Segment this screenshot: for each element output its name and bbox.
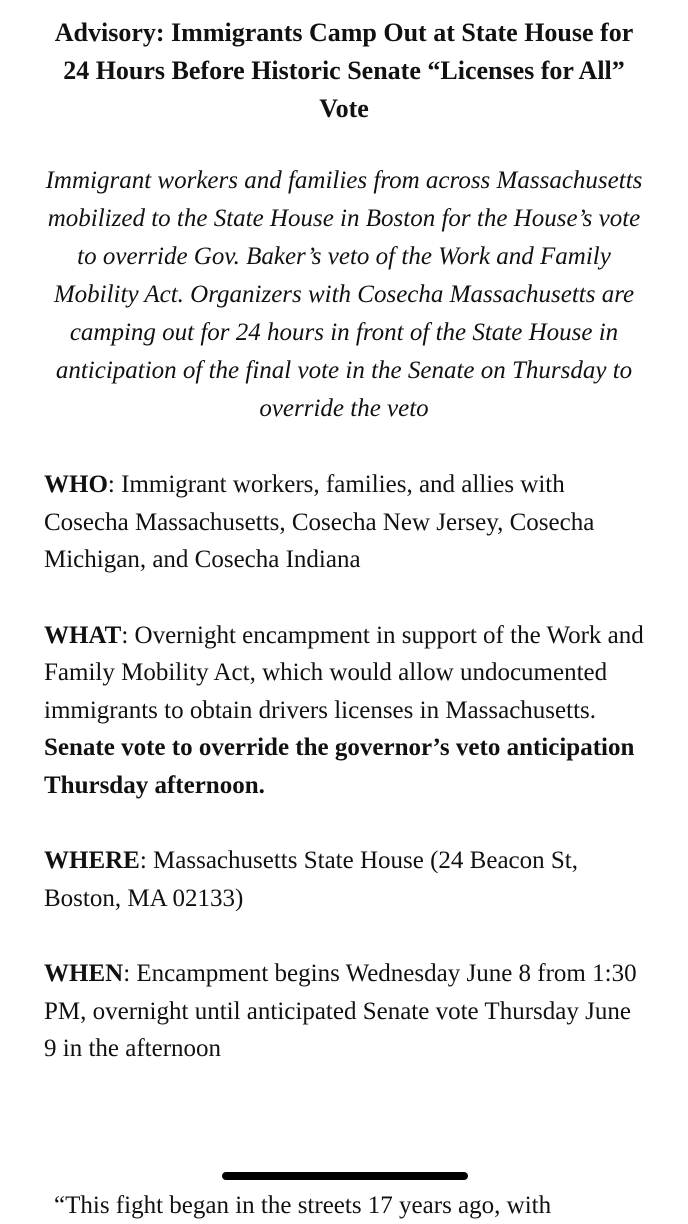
where-label: WHERE bbox=[44, 847, 140, 874]
advisory-title: Advisory: Immigrants Camp Out at State House for 24 Hours Before Historic Senate “Licenses for All” Vote bbox=[54, 18, 634, 123]
when-section bbox=[44, 955, 644, 1068]
where-section bbox=[44, 842, 644, 917]
who-label: WHO bbox=[44, 471, 108, 498]
what-text: : Overnight encampment in support of the Work and Family Mobility Act, which would allow undocumented immigrants to obtain drivers licenses in Massachusetts. bbox=[44, 621, 644, 724]
what-section bbox=[44, 617, 644, 805]
advisory-subtitle: Immigrant workers and families from across Massachusetts mobilized to the State House in Boston for the House’s vote to override Gov. Baker’s veto of the Work and Family Mobility Act. Organizers with Cosecha Massachusetts are camping out for 24 hours in front of the State House in anticipation of the final vote in the Senate on Thursday to override the veto bbox=[45, 167, 643, 422]
who-section bbox=[44, 466, 644, 579]
when-label: WHEN bbox=[44, 960, 124, 987]
where-text: : Massachusetts State House (24 Beacon St, Boston, MA 02133) bbox=[44, 847, 578, 912]
when-text: : Encampment begins Wednesday June 8 from 1:30 PM, overnight until anticipated Senate vote Thursday June 9 in the afternoon bbox=[44, 960, 637, 1062]
what-label: WHAT bbox=[44, 621, 122, 649]
advisory-document bbox=[44, 14, 644, 1106]
home-indicator[interactable] bbox=[222, 1172, 468, 1180]
who-text: : Immigrant workers, families, and allies with Cosecha Massachusetts, Cosecha New Jersey, Cosecha Michigan, and Cosecha Indiana bbox=[44, 471, 595, 573]
cut-off-quote-line: “This fight began in the streets 17 years ago, with bbox=[54, 1192, 552, 1219]
what-bold-text: Senate vote to override the governor’s veto anticipation Thursday afternoon. bbox=[44, 734, 635, 799]
